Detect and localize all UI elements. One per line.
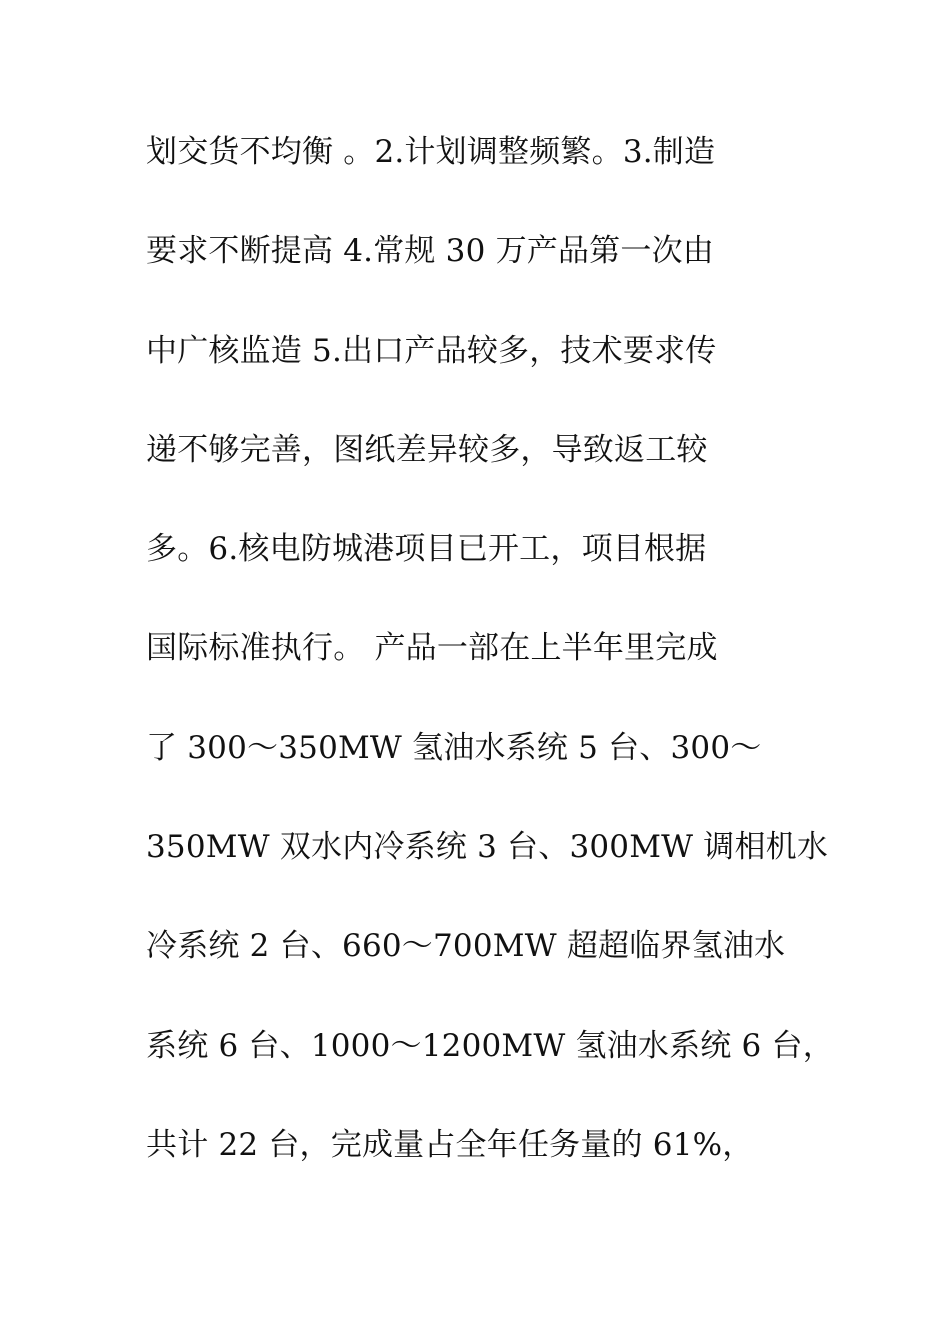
text-line: 350MW 双水内冷系统 3 台、300MW 调相机水 bbox=[146, 829, 829, 866]
text-line: 要求不断提高 4.常规 30 万产品第一次由 bbox=[146, 233, 714, 270]
text-line: 共计 22 台，完成量占全年任务量的 61%， bbox=[146, 1126, 754, 1163]
text-line: 递不够完善，图纸差异较多，导致返工较 bbox=[146, 431, 708, 468]
body-text bbox=[146, 122, 836, 1214]
text-line: 多。6.核电防城港项目已开工，项目根据 bbox=[146, 531, 707, 568]
text-line: 划交货不均衡 。2.计划调整频繁。3.制造 bbox=[146, 134, 716, 170]
text-line: 了 300～350MW 氢油水系统 5 台、300～ bbox=[146, 729, 762, 766]
text-line: 中广核监造 5.出口产品较多，技术要求传 bbox=[146, 332, 717, 369]
text-line: 国际标准执行。 产品一部在上半年里完成 bbox=[146, 630, 718, 667]
text-line: 系统 6 台、1000～1200MW 氢油水系统 6 台， bbox=[146, 1027, 834, 1064]
text-line: 冷系统 2 台、660～700MW 超超临界氢油水 bbox=[146, 928, 786, 965]
